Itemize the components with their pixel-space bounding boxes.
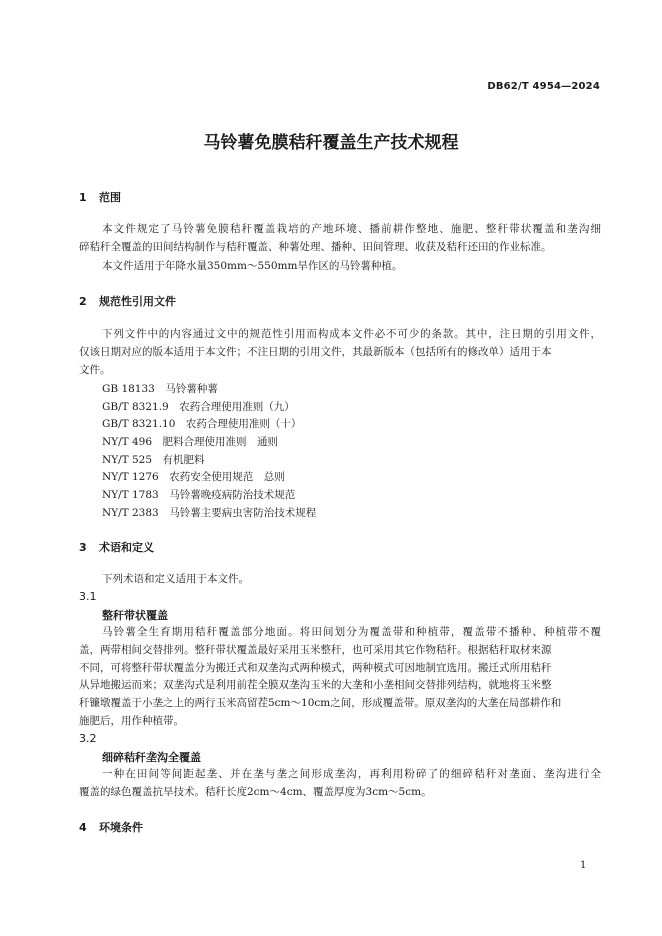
reference-code: NY/T 1783 [102,489,159,501]
paragraph-line: 下列术语和定义适用于本文件。 [102,573,249,585]
section-heading-terms [79,539,154,555]
reference-code: GB/T 8321.9 [102,401,169,413]
page-number: 1 [580,860,587,871]
paragraph-line: 施肥后，用作种植带。 [79,715,184,727]
reference-name: 农药安全使用规范 总则 [169,471,285,483]
reference-name: 农药合理使用准则（十） [185,418,302,430]
paragraph-line: 下列文件中的内容通过文中的规范性引用而构成本文件必不可少的条款。其中，注日期的引用文件， [102,328,601,340]
reference-item [102,416,301,431]
section-title: 范围 [99,191,121,204]
paragraph-line: 本文件规定了马铃薯免膜秸秆覆盖栽培的产地环境、播前耕作整地、施肥、整秆带状覆盖和垄沟细 [102,223,601,235]
section-number: 2 [79,295,87,308]
reference-code: NY/T 1276 [102,471,159,483]
reference-code: NY/T 496 [102,436,153,448]
reference-name: 农药合理使用准则（九） [179,401,295,413]
reference-code: GB/T 8321.10 [102,418,176,430]
paragraph-line: 覆盖的绿色覆盖抗旱技术。秸秆长度2cm～4cm、覆盖厚度为3cm～5cm。 [79,786,432,798]
paragraph-line: 不同，可将整秆带状覆盖分为搬迁式和双垄沟式两种模式，两种模式可因地制宜选用。搬迁式所用秸秆 [79,662,552,674]
paragraph-line: 盖，两带相间交替排列。整秆带状覆盖最好采用玉米整秆，也可采用其它作物秸秆。根据秸秆取材来源 [79,644,552,656]
reference-name: 马铃薯主要病虫害防治技术规程 [169,507,317,519]
paragraph-line: 一种在田间等间距起垄、并在垄与垄之间形成垄沟，再利用粉碎了的细碎秸秆对垄面、垄沟进行全 [102,768,601,780]
term-name: 整秆带状覆盖 [102,609,168,622]
term-name: 细碎秸秆垄沟全覆盖 [102,751,201,764]
section-title: 规范性引用文件 [99,295,176,308]
paragraph-line: 文件。 [79,364,111,376]
term-number: 3.2 [79,732,97,745]
section-heading-environment [79,819,143,835]
reference-item [102,381,218,396]
paragraph-line: 本文件适用于年降水量350mm～550mm旱作区的马铃薯种植。 [102,260,403,272]
reference-code: NY/T 525 [102,454,153,466]
section-title: 环境条件 [99,821,143,834]
reference-name: 马铃薯晚疫病防治技术规范 [169,489,296,501]
section-number: 1 [79,191,87,204]
reference-code: NY/T 2383 [102,507,159,519]
section-number: 3 [79,541,87,554]
reference-name: 有机肥料 [162,454,205,466]
reference-item [102,452,205,467]
standard-code: DB62/T 4954—2024 [487,81,600,92]
reference-item [102,434,278,449]
section-heading-normative-refs [79,293,176,309]
document-title: 马铃薯免膜秸秆覆盖生产技术规程 [203,133,459,153]
paragraph-line: 马铃薯全生育期用秸秆覆盖部分地面。将田间划分为覆盖带和种植带，覆盖带不播种、种植带不覆 [102,626,601,638]
reference-name: 马铃薯种薯 [165,383,218,395]
reference-code: GB 18133 [102,383,155,395]
term-number: 3.1 [79,590,97,603]
paragraph-line: 从异地搬运而来；双垄沟式是利用前茬全膜双垄沟玉米的大垄和小垄相间交替排列结构，就地将玉米整 [79,679,552,691]
reference-item [102,505,316,520]
reference-name: 肥料合理使用准则 通则 [162,436,279,448]
reference-item [102,399,295,414]
paragraph-line: 碎秸秆全覆盖的田间结构制作与秸秆覆盖、种薯处理、播种、田间管理、收获及秸秆还田的作业标准。 [79,241,552,253]
reference-item [102,487,295,502]
paragraph-line: 秆镰墩覆盖于小垄之上的两行玉米高留茬5cm～10cm之间，形成覆盖带。原双垄沟的大垄在局部耕作和 [79,697,562,709]
paragraph-line: 仅该日期对应的版本适用于本文件；不注日期的引用文件，其最新版本（包括所有的修改单）适用于本 [79,346,552,358]
section-title: 术语和定义 [99,541,154,554]
section-number: 4 [79,821,87,834]
section-heading-scope [79,189,121,205]
reference-item [102,469,285,484]
